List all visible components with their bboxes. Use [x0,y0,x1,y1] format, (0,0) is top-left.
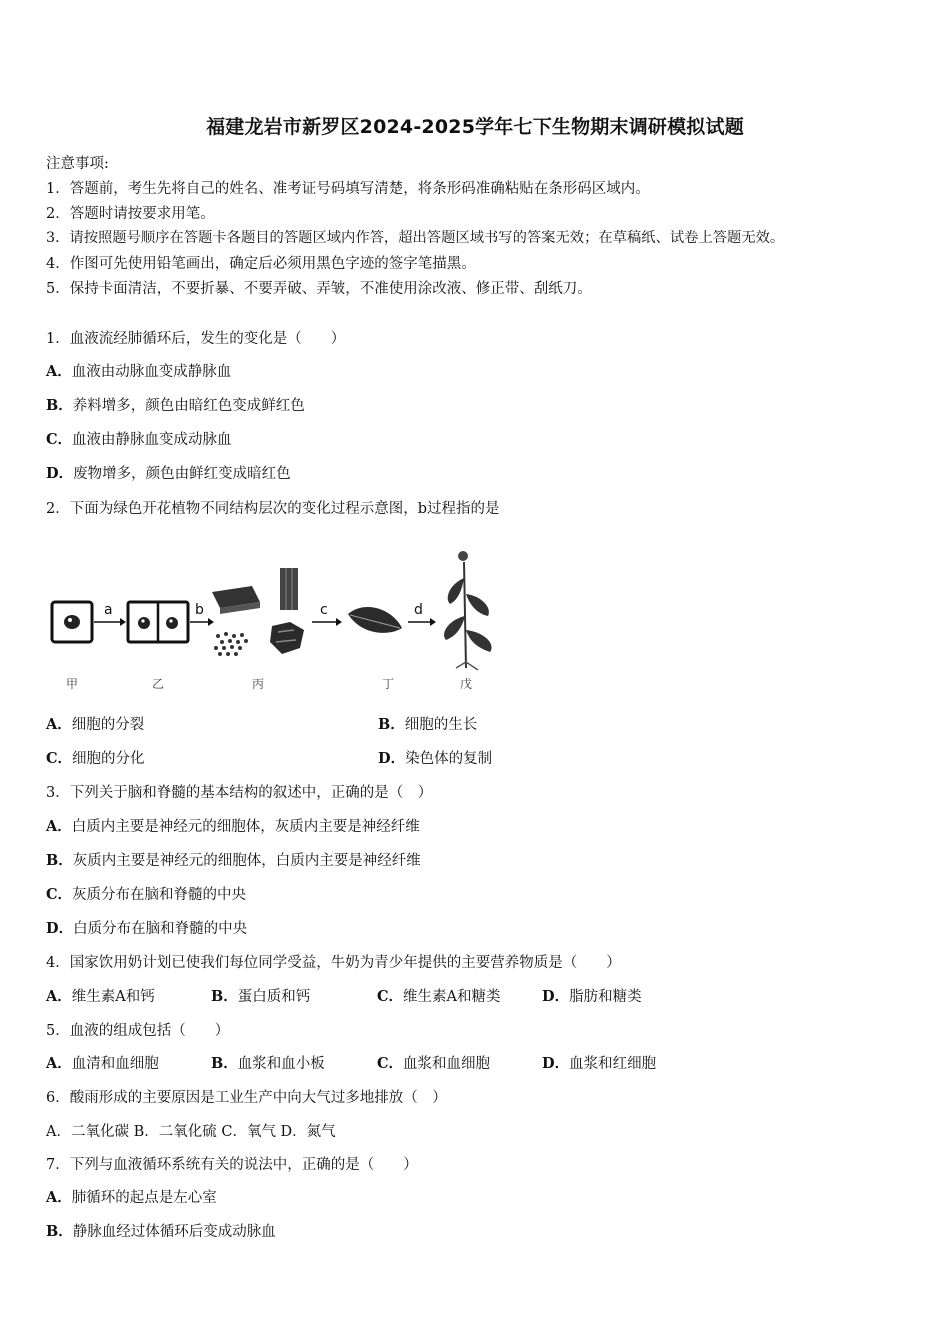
notice-item: 5．保持卡面清洁，不要折暴、不要弄破、弄皱，不准使用涂改液、修正带、刮纸刀。 [46,281,592,297]
option-text: 蛋白质和钙 [237,989,311,1005]
leaf-organ [348,607,402,633]
option-label: A． [46,818,72,835]
question-3-option-a [46,815,420,836]
option-label: C． [46,886,73,903]
arrow-label: b [195,602,204,618]
option-label: B． [46,397,73,414]
arrow-label: a [104,602,113,618]
stage-label: 戊 [460,677,473,691]
plant-organism [444,551,492,670]
stage-label: 乙 [152,677,165,691]
stage-label: 丙 [252,677,265,691]
option-text: 静脉血经过体循环后变成动脉血 [72,1224,276,1240]
stage-label: 丁 [382,677,395,691]
option-label: D． [378,750,406,767]
option-label: D． [46,920,74,937]
page-title: 福建龙岩市新罗区2024-2025学年七下生物期末调研模拟试题 [206,116,744,138]
question-3-stem: 3．下列关于脑和脊髓的基本结构的叙述中，正确的是（ ） [46,785,433,801]
question-5-option-c [377,1052,490,1073]
question-2-stem: 2．下面为绿色开花植物不同结构层次的变化过程示意图，b过程指的是 [46,501,500,517]
option-label: A． [46,363,72,380]
notice-item: 4．作图可先使用铅笔画出，确定后必须用黑色字迹的签字笔描黑。 [46,256,476,272]
option-text: 白质分布在脑和脊髓的中央 [73,921,248,937]
option-label: D． [46,465,74,482]
question-5-option-d [542,1052,656,1073]
question-2-option-a [46,713,144,734]
question-7-stem: 7．下列与血液循环系统有关的说法中，正确的是（ ） [46,1157,418,1173]
cell-single [52,602,92,642]
question-2-option-c [46,747,145,768]
option-text: 血液由静脉血变成动脉血 [72,432,232,448]
question-3-option-b [46,849,421,870]
option-text: 血浆和血小板 [237,1056,325,1072]
notice-item: 2．答题时请按要求用笔。 [46,206,215,222]
stage-label: 甲 [66,677,79,691]
question-4-option-c [377,985,501,1006]
notice-item: 3．请按照题号顺序在答题卡各题目的答题区域内作答，超出答题区域书写的答案无效；在草稿纸、试卷上答题无效。 [46,230,785,246]
option-text: 血浆和红细胞 [569,1056,657,1072]
question-4-option-b [211,985,310,1006]
option-label: D． [542,988,570,1005]
option-text: 脂肪和糖类 [569,989,642,1005]
option-label: A． [46,1189,72,1206]
cell-divided [128,602,188,642]
tissue-group [212,568,304,656]
option-label: B． [378,716,405,733]
plant-structure-diagram [46,538,496,698]
option-text: 养料增多，颜色由暗红色变成鲜红色 [72,398,305,414]
question-4-option-a [46,985,155,1006]
arrow-label: c [320,602,328,618]
question-4-stem: 4．国家饮用奶计划已使我们每位同学受益，牛奶为青少年提供的主要营养物质是（ ） [46,955,621,971]
question-5-option-b [211,1052,325,1073]
question-2-option-b [378,713,477,734]
option-label: C． [377,988,404,1005]
question-4-option-d [542,985,642,1006]
notice-heading: 注意事项: [46,156,109,172]
option-text: 细胞的分裂 [71,717,145,733]
question-1-stem: 1．血液流经肺循环后，发生的变化是（ ） [46,331,346,347]
option-label: A． [46,716,72,733]
question-1-option-c [46,428,232,449]
question-5-stem: 5．血液的组成包括（ ） [46,1023,230,1039]
option-label: C． [46,750,73,767]
notice-item: 1．答题前，考生先将自己的姓名、准考证号码填写清楚，将条形码准确粘贴在条形码区域内。 [46,181,650,197]
option-text: 染色体的复制 [405,751,493,767]
question-1-option-d [46,462,291,483]
question-5-option-a [46,1052,159,1073]
question-1-option-a [46,360,231,381]
option-label: B． [46,852,73,869]
option-label: B． [211,1055,238,1072]
option-label: B． [211,988,238,1005]
arrow-label: d [414,602,423,618]
option-text: 肺循环的起点是左心室 [71,1190,217,1206]
option-label: C． [46,431,73,448]
question-1-option-b [46,394,305,415]
option-text: 血清和血细胞 [71,1056,159,1072]
option-text: 维生素A和钙 [71,989,155,1005]
option-label: D． [542,1055,570,1072]
arrow-c-head [336,618,342,626]
option-label: B． [46,1223,73,1240]
option-text: 维生素A和糖类 [403,989,501,1005]
question-7-option-b [46,1220,276,1241]
option-label: C． [377,1055,404,1072]
option-text: 细胞的分化 [72,751,145,767]
arrow-b-head [208,618,214,626]
arrow-d-head [430,618,436,626]
option-text: 废物增多，颜色由鲜红变成暗红色 [73,466,291,482]
question-3-option-c [46,883,246,904]
option-text: 细胞的生长 [404,717,478,733]
question-7-option-a [46,1186,217,1207]
option-label: A． [46,988,72,1005]
question-2-option-d [378,747,492,768]
arrow-a-head [120,618,126,626]
question-6-options: A．二氧化碳 B．二氧化硫 C．氧气 D．氮气 [46,1124,336,1140]
option-text: 灰质内主要是神经元的细胞体，白质内主要是神经纤维 [72,853,421,869]
option-text: 白质内主要是神经元的细胞体，灰质内主要是神经纤维 [71,819,420,835]
option-text: 血液由动脉血变成静脉血 [71,364,232,380]
option-label: A． [46,1055,72,1072]
option-text: 灰质分布在脑和脊髓的中央 [72,887,247,903]
option-text: 血浆和血细胞 [403,1056,491,1072]
question-3-option-d [46,917,247,938]
question-6-stem: 6．酸雨形成的主要原因是工业生产中向大气过多地排放（ ） [46,1090,447,1106]
